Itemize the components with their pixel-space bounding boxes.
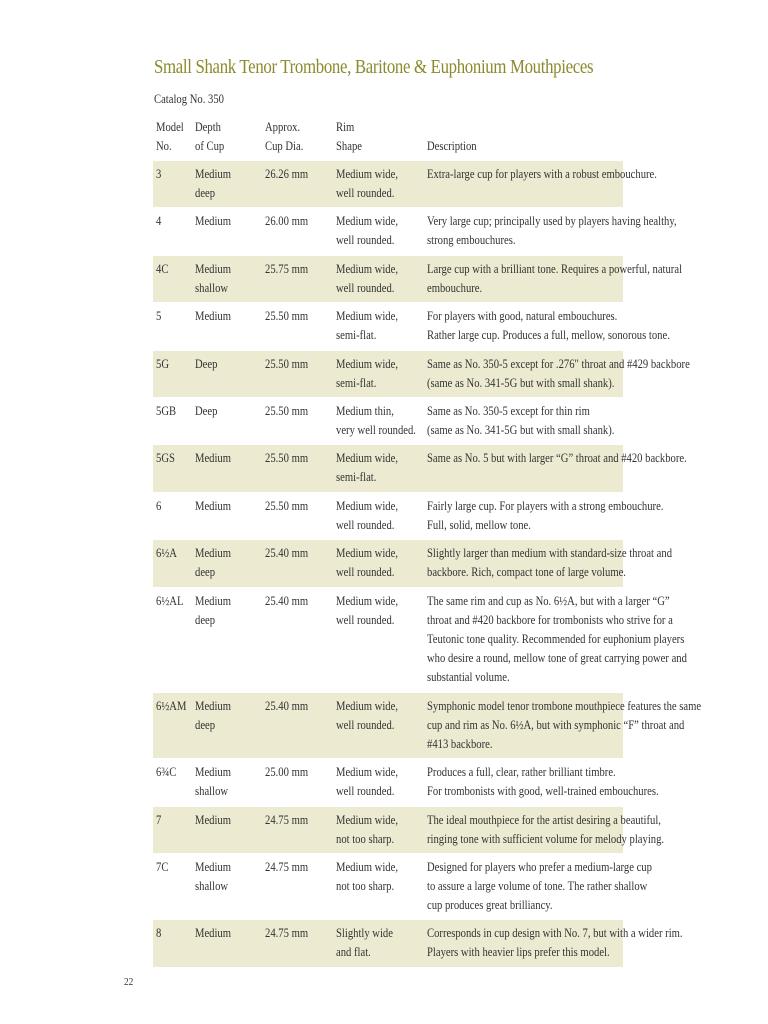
cell-line: deep	[195, 717, 216, 732]
table-row	[153, 398, 623, 444]
description-cell	[427, 763, 700, 801]
cell-line: Medium	[195, 765, 232, 780]
cell-line: 6¾C	[156, 765, 177, 780]
table-row	[153, 303, 670, 349]
cell-line: 8	[156, 926, 162, 941]
cell-line: who desire a round, mellow tone of great carrying power and	[427, 650, 687, 665]
header-depth: Depth of Cup	[195, 120, 225, 153]
cell-line: Slightly larger than medium with standard-size throat and	[427, 546, 673, 561]
depth-cell	[195, 402, 221, 421]
cell-line: Medium wide,	[336, 765, 398, 780]
cell-line: Same as No. 5 but with larger “G” throat and #420 backbore.	[427, 451, 687, 466]
cell-line: Same as No. 350-5 except for .276" throat and #429 backbore	[427, 356, 690, 371]
diameter-cell	[265, 260, 316, 279]
description-cell	[427, 592, 733, 687]
cell-line: 24.75 mm	[265, 812, 309, 827]
cell-line: and flat.	[336, 945, 371, 960]
cell-line: cup produces great brilliancy.	[427, 897, 553, 912]
table-row	[153, 161, 657, 207]
cell-line: 3	[156, 167, 162, 181]
cell-line: substantial volume.	[427, 669, 510, 684]
cell-line: Slightly wide	[336, 926, 393, 941]
cell-line: Deep	[195, 356, 218, 371]
cell-line: Rather large cup. Produces a full, mellow, sonorous tone.	[427, 328, 670, 343]
cell-line: 4	[156, 214, 162, 229]
cell-line: well rounded.	[336, 612, 395, 627]
rim-cell	[336, 449, 409, 487]
table-row	[153, 208, 677, 254]
cell-line: Medium	[195, 812, 232, 827]
description-cell	[427, 260, 727, 298]
description-cell	[427, 307, 713, 345]
diameter-cell	[265, 858, 316, 877]
cell-line: Very large cup; principally used by players having healthy,	[427, 214, 677, 229]
cell-line: deep	[195, 565, 216, 580]
description-cell	[427, 858, 692, 915]
model-cell	[156, 592, 188, 611]
cell-line: Medium wide,	[336, 356, 398, 371]
table-row	[153, 588, 687, 692]
cell-line: Medium	[195, 698, 232, 713]
rim-cell	[336, 307, 409, 345]
description-cell	[427, 212, 721, 250]
cell-line: 5	[156, 309, 162, 324]
cell-line: deep	[195, 186, 216, 200]
cell-line: strong embouchures.	[427, 233, 516, 248]
cell-line: #413 backbore.	[427, 736, 493, 751]
cell-line: The ideal mouthpiece for the artist desiring a beautiful,	[427, 812, 661, 827]
cell-line: well rounded.	[336, 233, 395, 248]
rim-cell	[336, 592, 409, 630]
table-row	[153, 493, 664, 539]
cell-line: 7C	[156, 859, 169, 874]
description-cell	[427, 449, 733, 468]
model-cell	[156, 355, 171, 374]
cell-line: 4C	[156, 261, 169, 276]
cell-line: Medium	[195, 214, 232, 229]
rim-cell	[336, 212, 409, 250]
cell-line: For trombonists with good, well-trained embouchures.	[427, 784, 659, 799]
diameter-cell	[265, 165, 316, 184]
model-cell	[156, 544, 181, 563]
diameter-cell	[265, 924, 316, 943]
cell-line: embouchure.	[427, 280, 483, 295]
cell-line: Medium wide,	[336, 859, 398, 874]
model-cell	[156, 811, 162, 830]
cell-line: well rounded.	[336, 517, 395, 532]
cell-line: Medium	[195, 167, 232, 181]
cell-line: semi-flat.	[336, 328, 377, 343]
cell-line: Produces a full, clear, rather brilliant timbre.	[427, 765, 616, 780]
cell-line: 5G	[156, 356, 169, 371]
mouthpiece-table	[153, 118, 702, 967]
cell-line: 25.50 mm	[265, 403, 309, 418]
rim-cell	[336, 402, 430, 440]
cell-line: Symphonic model tenor trombone mouthpiece features the same	[427, 698, 702, 713]
rim-cell	[336, 260, 409, 298]
diameter-cell	[265, 592, 316, 611]
diameter-cell	[265, 355, 316, 374]
table-row	[153, 256, 683, 302]
header-model: Model No.	[156, 120, 184, 153]
model-cell	[156, 763, 180, 782]
cell-line: semi-flat.	[336, 470, 377, 485]
cell-line: Medium wide,	[336, 546, 398, 561]
cell-line: (same as No. 341-5G but with small shank).	[427, 375, 615, 390]
cell-line: Corresponds in cup design with No. 7, but with a wider rim.	[427, 926, 683, 941]
header-description: Description	[427, 139, 477, 153]
table-body	[153, 161, 702, 967]
cell-line: Medium wide,	[336, 309, 398, 324]
cell-line: Medium	[195, 498, 232, 513]
cell-line: 24.75 mm	[265, 926, 309, 941]
description-cell	[427, 355, 736, 393]
rim-cell	[336, 497, 409, 535]
cell-line: 5GS	[156, 451, 175, 466]
cell-line: Medium	[195, 309, 232, 324]
description-cell	[427, 924, 728, 962]
cell-line: well rounded.	[336, 280, 395, 295]
model-cell	[156, 402, 180, 421]
depth-cell	[195, 763, 237, 801]
model-cell	[156, 165, 162, 184]
table-row	[153, 920, 683, 966]
cell-line: 25.50 mm	[265, 451, 309, 466]
depth-cell	[195, 307, 237, 326]
depth-cell	[195, 811, 237, 830]
model-cell	[156, 497, 162, 516]
header-diameter: Approx. Cup Dia.	[265, 120, 304, 153]
cell-line: ringing tone with sufficient volume for melody playing.	[427, 831, 665, 846]
cell-line: Medium	[195, 261, 232, 276]
cell-line: 25.40 mm	[265, 546, 309, 561]
page-number: 22	[124, 976, 134, 988]
cell-line: Medium wide,	[336, 214, 398, 229]
rim-cell	[336, 355, 409, 393]
cell-line: 6½AM	[156, 698, 187, 713]
cell-line: Medium wide,	[336, 451, 398, 466]
depth-cell	[195, 212, 237, 231]
cell-line: 25.50 mm	[265, 498, 309, 513]
cell-line: Medium	[195, 593, 232, 608]
diameter-cell	[265, 763, 316, 782]
diameter-cell	[265, 307, 316, 326]
rim-cell	[336, 858, 409, 896]
diameter-cell	[265, 697, 316, 716]
cell-line: very well rounded.	[336, 422, 416, 437]
depth-cell	[195, 544, 237, 582]
table-row	[153, 693, 702, 759]
cell-line: Deep	[195, 403, 218, 418]
cell-line: backbore. Rich, compact tone of large volume.	[427, 565, 626, 580]
description-cell	[427, 497, 705, 535]
cell-line: 25.50 mm	[265, 356, 309, 371]
cell-line: The same rim and cup as No. 6½A, but with a larger “G”	[427, 593, 670, 608]
cell-line: 25.40 mm	[265, 593, 309, 608]
cell-line: Medium wide,	[336, 812, 398, 827]
cell-line: Same as No. 350-5 except for thin rim	[427, 403, 590, 418]
cell-line: cup and rim as No. 6½A, but with symphonic “F” throat and	[427, 717, 685, 732]
rim-cell	[336, 763, 409, 801]
cell-line: shallow	[195, 280, 229, 295]
diameter-cell	[265, 449, 316, 468]
model-cell	[156, 260, 171, 279]
cell-line: not too sharp.	[336, 878, 395, 893]
cell-line: Medium	[195, 859, 232, 874]
description-cell	[427, 811, 706, 849]
cell-line: Medium wide,	[336, 167, 398, 181]
diameter-cell	[265, 497, 316, 516]
cell-line: 25.75 mm	[265, 261, 309, 276]
depth-cell	[195, 165, 237, 203]
cell-line: 6½A	[156, 546, 177, 561]
description-cell	[427, 544, 715, 582]
cell-line: well rounded.	[336, 784, 395, 799]
cell-line: Medium	[195, 926, 232, 941]
rim-cell	[336, 544, 409, 582]
table-row	[153, 807, 665, 853]
diameter-cell	[265, 811, 316, 830]
cell-line: well rounded.	[336, 186, 395, 200]
cell-line: Medium wide,	[336, 593, 398, 608]
cell-line: 6	[156, 498, 162, 513]
cell-line: 25.50 mm	[265, 309, 309, 324]
description-cell	[427, 697, 749, 754]
catalog-number: Catalog No. 350	[154, 92, 224, 106]
cell-line: (same as No. 341-5G but with small shank).	[427, 422, 615, 437]
cell-line: Medium	[195, 546, 232, 561]
cell-line: semi-flat.	[336, 375, 377, 390]
header-rim: Rim Shape	[336, 120, 362, 153]
rim-cell	[336, 697, 409, 735]
cell-line: 6½AL	[156, 593, 184, 608]
cell-line: 26.26 mm	[265, 167, 309, 181]
model-cell	[156, 858, 171, 877]
table-row	[153, 351, 690, 397]
cell-line: Full, solid, mellow tone.	[427, 517, 531, 532]
cell-line: not too sharp.	[336, 831, 395, 846]
model-cell	[156, 212, 162, 231]
diameter-cell	[265, 402, 316, 421]
depth-cell	[195, 697, 237, 735]
cell-line: Designed for players who prefer a medium-large cup	[427, 859, 652, 874]
cell-line: to assure a large volume of tone. The rather shallow	[427, 878, 648, 893]
rim-cell	[336, 924, 403, 962]
depth-cell	[195, 592, 237, 630]
cell-line: Medium wide,	[336, 698, 398, 713]
cell-line: Players with heavier lips prefer this model.	[427, 945, 610, 960]
cell-line: shallow	[195, 878, 229, 893]
cell-line: Medium wide,	[336, 498, 398, 513]
model-cell	[156, 449, 178, 468]
cell-line: shallow	[195, 784, 229, 799]
cell-line: 25.40 mm	[265, 698, 309, 713]
depth-cell	[195, 260, 237, 298]
cell-line: 24.75 mm	[265, 859, 309, 874]
cell-line: deep	[195, 612, 216, 627]
table-row	[153, 854, 652, 920]
cell-line: Fairly large cup. For players with a strong embouchure.	[427, 498, 664, 513]
depth-cell	[195, 858, 237, 896]
page-title: Small Shank Tenor Trombone, Baritone & Euphonium Mouthpieces	[154, 56, 594, 78]
cell-line: throat and #420 backbore for trombonists who strive for a	[427, 612, 673, 627]
cell-line: Large cup with a brilliant tone. Requires a powerful, natural	[427, 261, 683, 276]
description-cell	[427, 402, 647, 440]
cell-line: 26.00 mm	[265, 214, 309, 229]
cell-line: well rounded.	[336, 565, 395, 580]
model-cell	[156, 307, 162, 326]
description-cell	[427, 165, 698, 184]
cell-line: well rounded.	[336, 717, 395, 732]
table-row	[153, 540, 673, 586]
cell-line: 25.00 mm	[265, 765, 309, 780]
table-row	[153, 759, 659, 805]
table-row	[153, 445, 687, 491]
cell-line: Extra-large cup for players with a robust embouchure.	[427, 167, 657, 181]
diameter-cell	[265, 544, 316, 563]
depth-cell	[195, 497, 237, 516]
cell-line: Teutonic tone quality. Recommended for euphonium players	[427, 631, 685, 646]
rim-cell	[336, 165, 409, 203]
cell-line: Medium thin,	[336, 403, 394, 418]
table-header	[153, 118, 623, 160]
model-cell	[156, 697, 192, 716]
cell-line: 7	[156, 812, 162, 827]
cell-line: Medium wide,	[336, 261, 398, 276]
diameter-cell	[265, 212, 316, 231]
cell-line: Medium	[195, 451, 232, 466]
depth-cell	[195, 355, 221, 374]
depth-cell	[195, 924, 237, 943]
rim-cell	[336, 811, 409, 849]
cell-line: 5GB	[156, 403, 177, 418]
model-cell	[156, 924, 162, 943]
depth-cell	[195, 449, 237, 468]
cell-line: For players with good, natural embouchures.	[427, 309, 618, 324]
